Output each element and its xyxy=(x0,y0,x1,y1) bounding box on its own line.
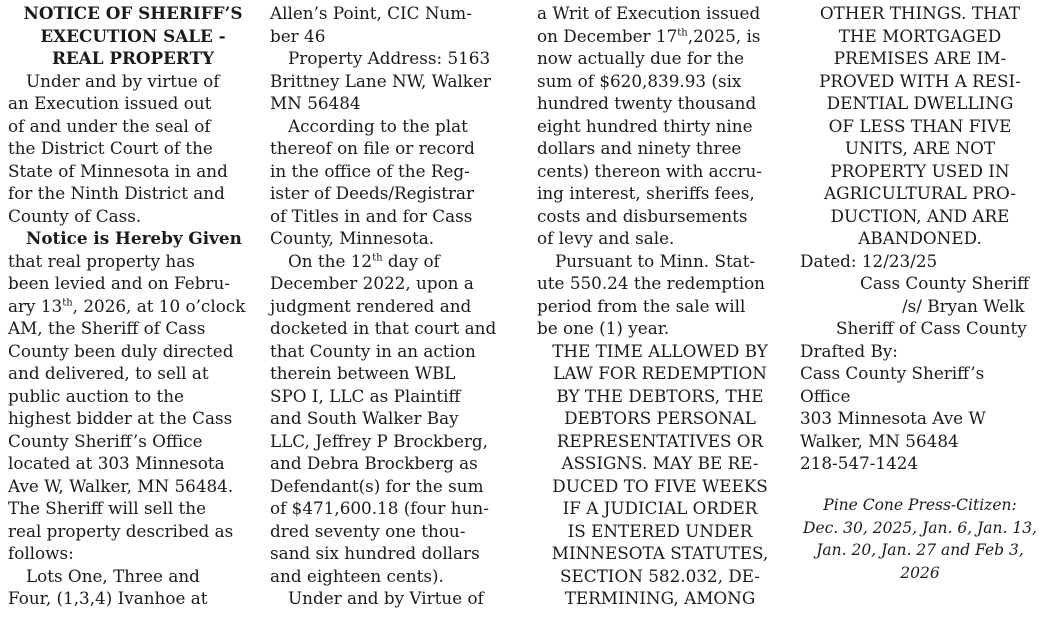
text-line: SPO I, LLC as Plaintiff xyxy=(270,385,461,406)
text-line: State of Minnesota in and xyxy=(8,160,228,181)
text-line: costs and disbursements xyxy=(537,205,748,226)
drafted-by-block xyxy=(800,340,1040,475)
text-line: follows: xyxy=(8,543,74,563)
text-line: judgment rendered and xyxy=(270,295,472,316)
text-line: PREMISES ARE IM- xyxy=(833,48,1007,68)
text-line: AM, the Sheriff of Cass xyxy=(8,318,206,338)
text-fragment: ,2025, is xyxy=(687,25,761,46)
dated-line xyxy=(800,250,1040,273)
paragraph-redemption xyxy=(537,250,783,340)
text-line: ABANDONED. xyxy=(858,228,982,248)
text-line: County of Cass. xyxy=(8,205,142,226)
paragraph-property-address xyxy=(270,47,522,115)
text-line: Jan. 20, Jan. 27 and Feb 3, xyxy=(816,541,1024,559)
paragraph-plat xyxy=(270,115,522,250)
text-line: County Sheriff’s Office xyxy=(8,430,203,451)
paragraph-caps-redemption xyxy=(537,340,783,610)
text-line: dollars and ninety three xyxy=(537,138,742,158)
text-line: now actually due for the xyxy=(537,48,745,68)
text-line: Sheriff of Cass County xyxy=(836,318,1027,338)
text-line: Dec. 30, 2025, Jan. 6, Jan. 13, xyxy=(803,518,1037,537)
text-line: DUCTION, AND ARE xyxy=(830,205,1010,226)
column-4 xyxy=(800,2,1040,475)
text-line: Under and by virtue of xyxy=(26,70,220,91)
text-line: sum of $620,839.93 (six xyxy=(537,70,742,91)
text-line: SECTION 582.032, DE- xyxy=(560,565,760,586)
text-line: Pursuant to Minn. Stat- xyxy=(555,250,756,271)
text-line: THE MORTGAGED xyxy=(838,25,1002,46)
text-line: TERMINING, AMONG xyxy=(564,588,756,608)
text-line: and delivered, to sell at xyxy=(8,363,209,383)
text-line: 218-547-1424 xyxy=(800,453,919,473)
text-fragment: day of xyxy=(382,250,440,271)
text-line: the District Court of the xyxy=(8,138,213,158)
text-line: MN 56484 xyxy=(270,93,361,113)
column-1 xyxy=(8,2,258,610)
paragraph-lots xyxy=(8,565,258,610)
text-fragment: , 2026, at 10 o’clock xyxy=(72,295,246,316)
column-3 xyxy=(537,2,783,610)
notice-heading xyxy=(8,2,258,70)
text-line: for the Ninth District and xyxy=(8,183,225,203)
text-line: of $471,600.18 (four hun- xyxy=(270,498,489,518)
paragraph-writ xyxy=(537,2,783,250)
text-line: ister of Deeds/Registrar xyxy=(270,183,475,203)
text-line xyxy=(8,295,258,318)
superscript: th xyxy=(62,296,73,308)
text-line: UNITS, ARE NOT xyxy=(844,138,996,158)
text-line: DUCED TO FIVE WEEKS xyxy=(552,475,768,496)
text-line: Under and by Virtue of xyxy=(288,588,484,608)
text-line: DEBTORS PERSONAL xyxy=(564,408,756,428)
text-line: IF A JUDICIAL ORDER xyxy=(562,498,758,518)
text-line: public auction to the xyxy=(8,385,184,406)
text-line: Brittney Lane NW, Walker xyxy=(270,70,491,91)
text-line: in the office of the Reg- xyxy=(270,160,470,181)
text-line: December 2022, upon a xyxy=(270,273,474,293)
text-line: County been duly directed xyxy=(8,340,234,361)
text-line: located at 303 Minnesota xyxy=(8,453,225,473)
text-line: PROPERTY USED IN xyxy=(830,160,1010,181)
text-line: ing interest, sheriffs fees, xyxy=(537,183,755,203)
text-line: real property described as xyxy=(8,520,234,541)
text-line xyxy=(270,250,522,273)
heading-line: NOTICE OF SHERIFF’S xyxy=(23,3,243,23)
text-line: cents) thereon with accru- xyxy=(537,160,762,181)
text-line: According to the plat xyxy=(288,115,468,136)
heading-line: REAL PROPERTY xyxy=(51,48,215,68)
superscript: th xyxy=(372,251,383,263)
text-line: Drafted By: xyxy=(800,340,898,361)
text-fragment: On the 12 xyxy=(288,250,373,271)
text-line: be one (1) year. xyxy=(537,318,670,338)
text-line: highest bidder at the Cass xyxy=(8,408,233,428)
paragraph-allens-point xyxy=(270,2,522,47)
text-line: IS ENTERED UNDER xyxy=(567,520,753,541)
text-line: Lots One, Three and xyxy=(26,565,200,586)
text-line: of levy and sale. xyxy=(537,228,675,248)
text-line: of and under the seal of xyxy=(8,115,211,136)
text-line: Four, (1,3,4) Ivanhoe at xyxy=(8,588,208,608)
text-fragment: on December 17 xyxy=(537,25,678,46)
paragraph-execution xyxy=(8,70,258,228)
paragraph-caps-continued xyxy=(800,2,1040,250)
text-line: 2026 xyxy=(900,563,940,582)
text-line: REPRESENTATIVES OR xyxy=(556,430,764,451)
text-line: ASSIGNS. MAY BE RE- xyxy=(561,453,759,473)
text-line: Cass County Sheriff’s xyxy=(800,363,985,383)
text-fragment: ary 13 xyxy=(8,295,63,316)
text-line: Cass County Sheriff xyxy=(860,273,1030,293)
text-line: OTHER THINGS. THAT xyxy=(819,3,1021,23)
text-line: a Writ of Execution issued xyxy=(537,3,761,23)
column-2 xyxy=(270,2,522,610)
text-line: The Sheriff will sell the xyxy=(8,498,207,518)
text-line: hundred twenty thousand xyxy=(537,93,757,113)
notice-given-lead: Notice is Hereby Given xyxy=(26,228,242,248)
text-line: Walker, MN 56484 xyxy=(800,430,959,451)
text-line: LAW FOR REDEMPTION xyxy=(553,363,767,383)
superscript: th xyxy=(677,26,688,38)
text-line: an Execution issued out xyxy=(8,93,212,113)
paragraph-virtue xyxy=(270,587,522,610)
publication-credit xyxy=(800,494,1040,584)
text-line: LLC, Jeffrey P Brockberg, xyxy=(270,430,488,451)
paragraph-judgment xyxy=(270,250,522,588)
text-line: docketed in that court and xyxy=(270,318,497,338)
text-line: that real property has xyxy=(8,250,195,271)
text-line: DENTIAL DWELLING xyxy=(826,93,1014,113)
text-line: thereof on file or record xyxy=(270,138,475,158)
text-line: and eighteen cents). xyxy=(270,565,444,586)
text-line: been levied and on Febru- xyxy=(8,273,230,293)
text-line: AGRICULTURAL PRO- xyxy=(823,183,1017,203)
paragraph-notice-given xyxy=(8,227,258,565)
text-line: dred seventy one thou- xyxy=(270,520,466,541)
text-line: and Debra Brockberg as xyxy=(270,453,478,473)
text-line: that County in an action xyxy=(270,340,476,361)
text-line: of Titles in and for Cass xyxy=(270,205,473,226)
text-line xyxy=(537,25,783,48)
text-line: Pine Cone Press-Citizen: xyxy=(823,496,1017,514)
text-line: PROVED WITH A RESI- xyxy=(819,70,1021,91)
text-line: MINNESOTA STATUTES, xyxy=(551,543,769,563)
text-line: Defendant(s) for the sum xyxy=(270,475,484,496)
text-line: BY THE DEBTORS, THE xyxy=(556,385,764,406)
text-line: OF LESS THAN FIVE xyxy=(828,115,1012,136)
text-line: County, Minnesota. xyxy=(270,228,435,248)
text-line: ute 550.24 the redemption xyxy=(537,273,765,293)
text-line: sand six hundred dollars xyxy=(270,543,480,563)
text-line: 303 Minnesota Ave W xyxy=(800,408,986,428)
signature-block xyxy=(800,272,1040,340)
text-line: /s/ Bryan Welk xyxy=(902,295,1025,316)
text-line: Property Address: 5163 xyxy=(288,48,491,68)
text-line: therein between WBL xyxy=(270,363,456,383)
text-line: Allen’s Point, CIC Num- xyxy=(270,3,472,23)
text-line: eight hundred thirty nine xyxy=(537,115,753,136)
text-line xyxy=(8,227,258,250)
text-line: Ave W, Walker, MN 56484. xyxy=(8,475,234,496)
text-line: and South Walker Bay xyxy=(270,408,459,428)
text-line: Office xyxy=(800,385,851,406)
heading-line: EXECUTION SALE - xyxy=(40,25,226,46)
text-line: Dated: 12/23/25 xyxy=(800,250,938,271)
text-line: THE TIME ALLOWED BY xyxy=(552,340,768,361)
text-line: period from the sale will xyxy=(537,295,746,316)
text-line: ber 46 xyxy=(270,25,326,46)
